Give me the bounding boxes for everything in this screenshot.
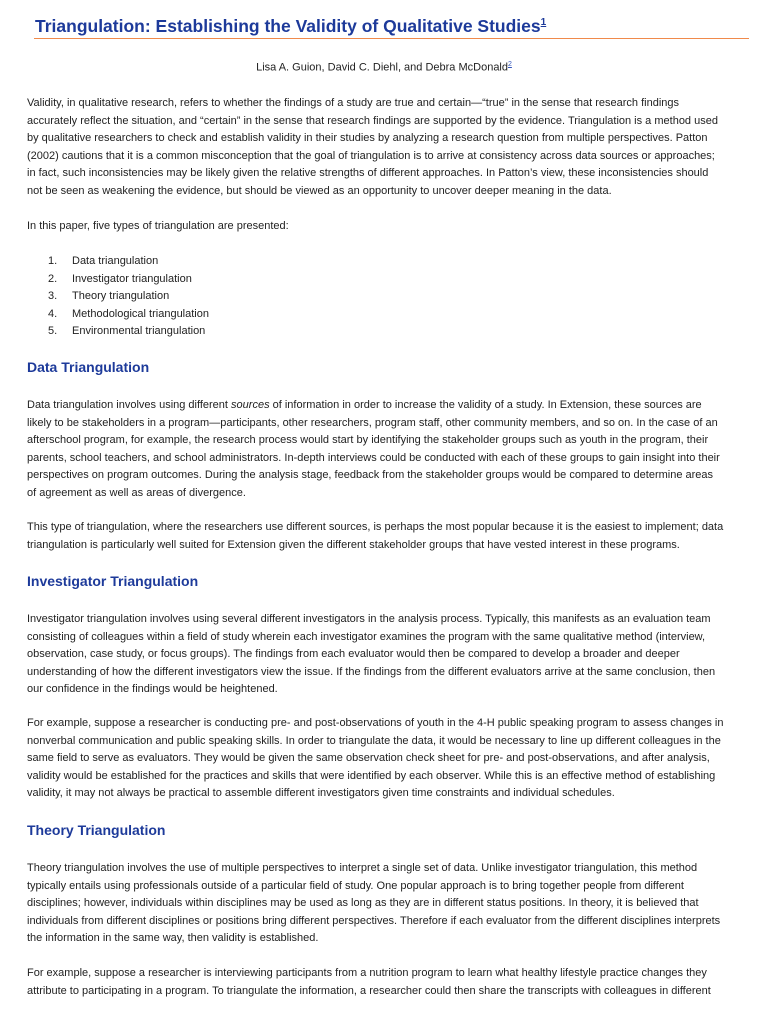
text-line: same field to serve as evaluators. They would be given the same observation check sheet for pre- and post-observations, and after analysis, <box>27 752 710 764</box>
list-item <box>48 253 209 271</box>
authors-footnote-link[interactable]: 2 <box>508 61 512 68</box>
investigator-paragraph-2 <box>27 715 723 803</box>
text-line: the information in the same way, then validity is established. <box>27 932 319 944</box>
title-divider <box>34 38 749 39</box>
list-label: Environmental triangulation <box>72 325 206 337</box>
text-line: by qualitative researchers to check and establish validity in their studies by analyzing a research question from multiple perspectives. Patton <box>27 132 708 144</box>
text-line: validity, it may not always be practical to assemble different investigators given time constraints and individual schedules. <box>27 787 615 799</box>
list-item <box>48 306 209 324</box>
authors-text: Lisa A. Guion, David C. Diehl, and Debra McDonald <box>256 61 508 74</box>
text-line: not be seen as weakening the evidence, but should be viewed as an opportunity to uncover deeper meaning in the data. <box>27 184 612 197</box>
text-line: Investigator triangulation involves using several different investigators in the analysis process. Typically, this manifests as an evaluation team <box>27 613 711 625</box>
page-title <box>35 16 546 37</box>
heading-theory-triangulation: Theory Triangulation <box>27 822 166 838</box>
text-line: in fact, such inconsistencies may be likely given the relative strengths of different approaches. In Patton’s view, these inconsistencies should <box>27 167 709 179</box>
text-line: accurately reflect the situation, and “certain” in the sense that research findings are supported by the evidence. Triangulation is a method used <box>27 114 718 127</box>
list-number: 3. <box>48 290 58 302</box>
text-line: afterschool program, for example, the research process would start by identifying the stakeholder groups such as youth in the program, their <box>27 434 709 446</box>
list-label: Theory triangulation <box>72 290 170 302</box>
text-line: typically entails using professionals outside of a particular field of study. One popular approach is to bring together people from different <box>27 879 684 892</box>
heading-investigator-triangulation: Investigator Triangulation <box>27 573 199 589</box>
text-line: understanding of how the different investigators view the issue. If the findings from the different evaluators arrive at the same conclusion, then <box>27 665 716 678</box>
intro-paragraph <box>27 95 718 200</box>
text-line: parents, school teachers, and school administrators. In-depth interviews could be conducted with each of these groups to gain insight into their <box>27 451 720 464</box>
list-item <box>48 323 209 341</box>
theory-paragraph-2 <box>27 965 711 1000</box>
text-line: For example, suppose a researcher is conducting pre- and post-observations of youth in the 4-H public speaking program to assess changes in <box>27 717 724 729</box>
text-line: observation, case study, or focus groups). The findings from each evaluator would then be compared to develop a broader and deeper <box>27 648 680 660</box>
text-line: In this paper, five types of triangulation are presented: <box>27 220 289 232</box>
text-line: our confidence in the findings would be heightened. <box>27 683 278 695</box>
list-label: Methodological triangulation <box>72 307 209 320</box>
authors <box>0 61 768 74</box>
list-item <box>48 271 209 289</box>
data-paragraph-1 <box>27 397 720 502</box>
types-list <box>48 253 209 341</box>
text-line: perspectives on program outcomes. During the analysis stage, feedback from the stakeholder groups would be compared to determine areas <box>27 469 714 481</box>
list-intro <box>27 218 289 236</box>
text-line: For example, suppose a researcher is interviewing participants from a nutrition program to learn what healthy lifestyle practice changes they <box>27 967 707 979</box>
list-number: 5. <box>48 325 58 337</box>
list-label: Data triangulation <box>72 255 159 267</box>
text-line: likely to be stakeholders in a program—participants, other researchers, program staff, other community members, and so on. In the case of an <box>27 416 718 429</box>
text-line: validity would be established for the practices and skills that were identified by each observer. While this is an effective method of establishing <box>27 769 716 782</box>
title-text: Triangulation: Establishing the Validity of Qualitative Studies <box>35 16 541 36</box>
text-line: Data triangulation involves using different sources of information in order to increase the validity of a study. In Extension, these sources are <box>27 399 702 411</box>
text-line: of agreement as well as areas of divergence. <box>27 486 246 499</box>
heading-data-triangulation: Data Triangulation <box>27 359 150 375</box>
title-footnote-link[interactable]: 1 <box>540 17 547 29</box>
data-paragraph-2 <box>27 519 723 554</box>
text-line: Validity, in qualitative research, refers to whether the findings of a study are true and certain—“true” in the sense that research findings <box>27 97 679 109</box>
theory-paragraph-1 <box>27 860 720 948</box>
text-line: nonverbal communication and public speaking skills. In order to triangulate the data, it would be necessary to line up different colleagues in the <box>27 734 721 747</box>
text-line: individuals from different disciplines or positions bring different perspectives. Therefore if each evaluator from the different disciplines interprets <box>27 914 721 927</box>
list-number: 4. <box>48 307 58 320</box>
list-number: 1. <box>48 255 58 267</box>
text-line: disciplines; however, individuals within disciplines may be used as long as they are in different status positions. In theory, it is believed that <box>27 897 699 909</box>
text-line: This type of triangulation, where the researchers use different sources, is perhaps the most popular because it is the easiest to implement; data <box>27 521 724 533</box>
text-line: attribute to participating in a program. To triangulate the information, a researcher could then share the transcripts with colleagues in different <box>27 984 711 997</box>
text-line: Theory triangulation involves the use of multiple perspectives to interpret a single set of data. Unlike investigator triangulation, this method <box>27 862 698 874</box>
list-number: 2. <box>48 272 58 285</box>
list-label: Investigator triangulation <box>72 272 192 285</box>
investigator-paragraph-1 <box>27 611 715 699</box>
text-line: (2002) cautions that it is a common misconception that the goal of triangulation is to arrive at consistency across data sources or approaches; <box>27 149 715 162</box>
text-line: triangulation is particularly well suited for Extension given the different stakeholder groups that have vested interest in these programs. <box>27 538 680 551</box>
list-item <box>48 288 209 306</box>
text-line: consisting of colleagues within a field of study wherein each investigator examines the program with the same qualitative method (interview, <box>27 630 706 643</box>
